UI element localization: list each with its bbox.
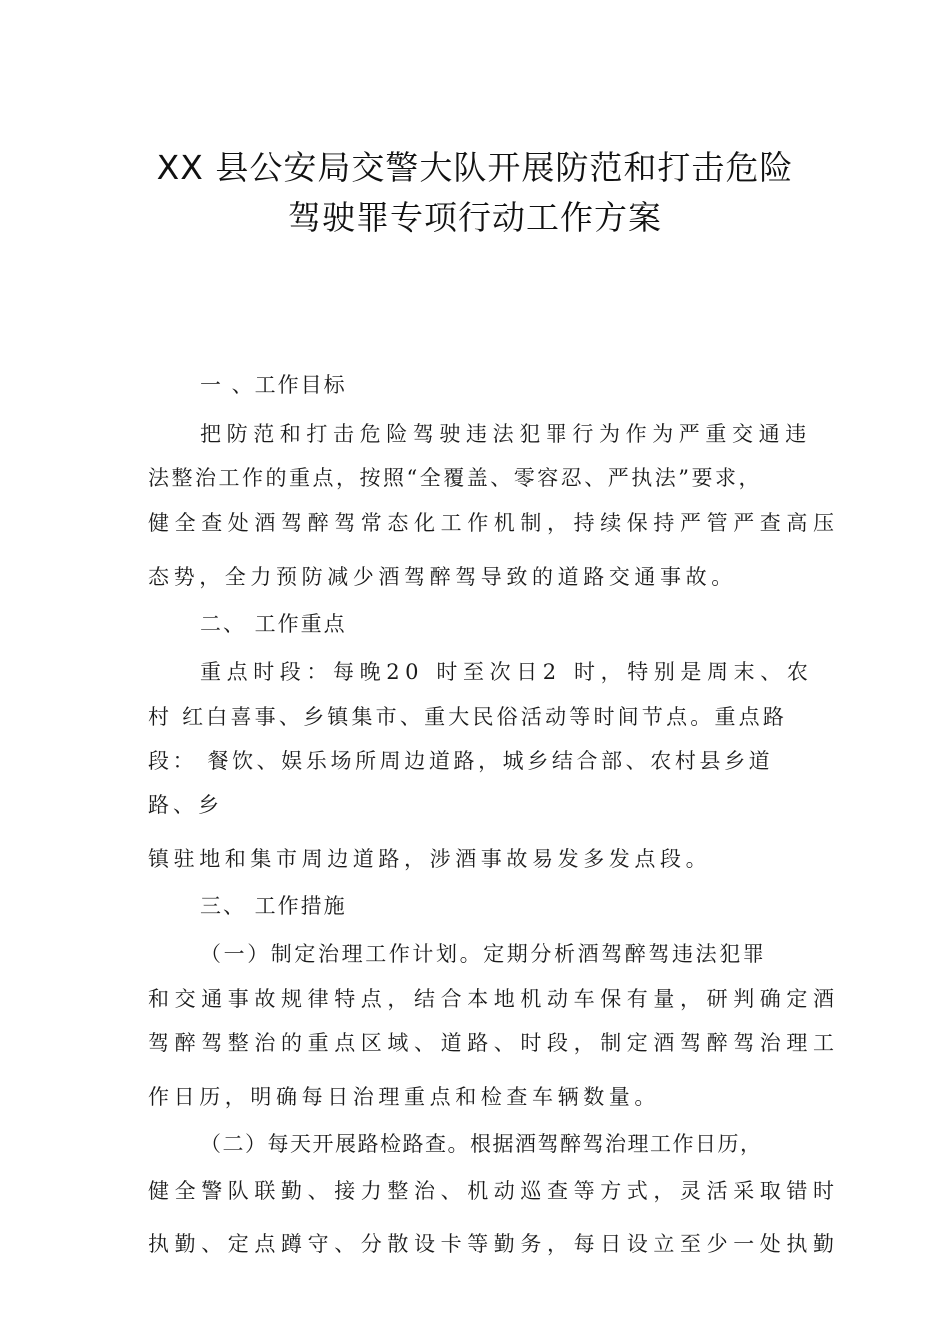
paragraph-line: 驾醉驾整治的重点区域、道路、时段，制定酒驾醉驾治理工 — [148, 1031, 840, 1055]
paragraph-line: 作日历，明确每日治理重点和检查车辆数量。 — [148, 1085, 660, 1109]
title-line-1: XX 县公安局交警大队开展防范和打击危险 — [156, 148, 794, 187]
section-heading-measures: 三、 工作措施 — [200, 894, 347, 918]
paragraph-line: 镇驻地和集市周边道路，涉酒事故易发多发点段。 — [148, 847, 712, 871]
section-heading-focus: 二、 工作重点 — [200, 612, 347, 636]
title-line-2: 驾驶罪专项行动工作方案 — [288, 198, 662, 237]
paragraph-line: 健全查处酒驾醉驾常态化工作机制，持续保持严管严查高压 — [148, 511, 840, 535]
paragraph-line: （一）制定治理工作计划。定期分析酒驾醉驾违法犯罪 — [200, 942, 767, 966]
paragraph-line: 态势，全力预防减少酒驾醉驾导致的道路交通事故。 — [148, 565, 737, 589]
paragraph-line: 重点时段：每晚20 时至次日2 时，特别是周末、农 — [200, 660, 814, 684]
paragraph-line: 村 红白喜事、乡镇集市、重大民俗活动等时间节点。重点路 — [148, 705, 788, 729]
paragraph-line: 执勤、定点蹲守、分散设卡等勤务，每日设立至少一处执勤 — [148, 1232, 840, 1256]
paragraph-line: 把防范和打击危险驾驶违法犯罪行为作为严重交通违 — [200, 422, 812, 446]
paragraph-line: 段： 餐饮、娱乐场所周边道路，城乡结合部、农村县乡道 — [148, 749, 774, 773]
paragraph-line: （二）每天开展路检路查。根据酒驾醉驾治理工作日历， — [200, 1132, 763, 1156]
paragraph-line: 路、乡 — [148, 793, 223, 817]
paragraph-line: 法整治工作的重点，按照“全覆盖、零容忍、严执法”要求， — [148, 466, 762, 490]
paragraph-line: 健全警队联勤、接力整治、机动巡查等方式，灵活采取错时 — [148, 1179, 840, 1203]
section-heading-goals: 一 、工作目标 — [200, 373, 347, 397]
paragraph-line: 和交通事故规律特点，结合本地机动车保有量，研判确定酒 — [148, 987, 840, 1011]
